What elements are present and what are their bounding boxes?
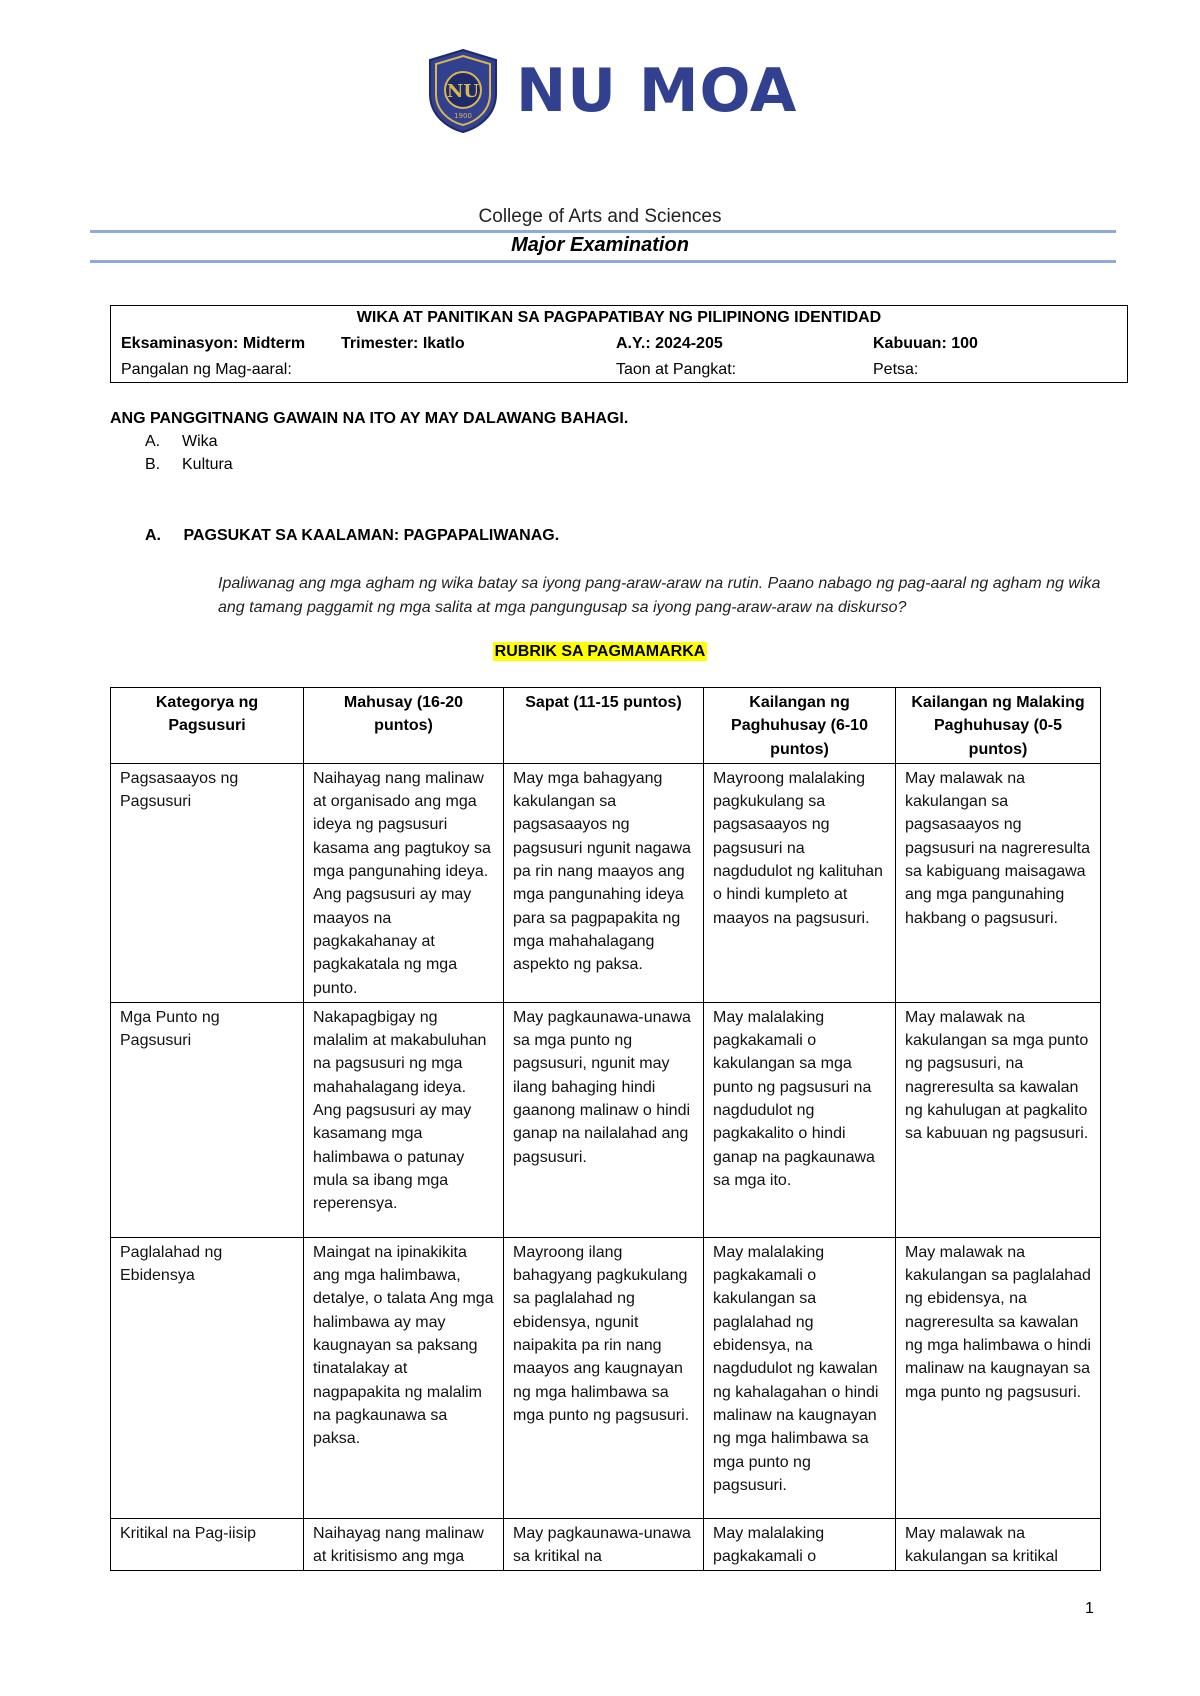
table-row [111,1237,1101,1518]
part-b-letter: B. [145,456,161,473]
table-cell: May malalaking pagkakamali o [704,1518,896,1571]
table-cell: Pagsasaayos ng Pagsusuri [111,763,304,1002]
section-a-title: PAGSUKAT SA KAALAMAN: PAGPAPALIWANAG. [183,527,560,544]
table-cell: Nakapagbigay ng malalim at makabuluhan na pagsusuri ng mga mahahalagang ideya. Ang pagsusuri ay may kasamang mga halimbawa o patunay mula sa ibang mga reperensya. [304,1002,504,1237]
date-field[interactable]: Petsa: [873,361,919,378]
table-cell: Paglalahad ng Ebidensya [111,1237,304,1518]
college-name: College of Arts and Sciences [478,206,722,227]
rubric-table [110,687,1101,1571]
header-rule-bottom [90,260,1116,263]
part-b-label: Kultura [182,456,233,473]
course-title: WIKA AT PANITIKAN SA PAGPAPATIBAY NG PILIPINONG IDENTIDAD [356,309,882,326]
seal-year: 1900 [454,112,472,120]
table-cell: Naihayag nang malinaw at kritisismo ang mga [304,1518,504,1571]
header-category: Kategorya ng Pagsusuri [111,688,304,764]
section-a-letter: A. [145,527,161,544]
examination-label: Eksaminasyon: Midterm [121,335,306,352]
header-mahusay: Mahusay (16-20 puntos) [304,688,504,764]
academic-year-label: A.Y.: 2024-205 [616,335,723,352]
student-name-field[interactable]: Pangalan ng Mag-aaral: [121,361,292,378]
table-cell: Mayroong ilang bahagyang pagkukulang sa paglalahad ng ebidensya, ngunit naipakita pa rin nang maayos ang kaugnayan ng mga halimbawa sa mga punto ng pagsusuri. [504,1237,704,1518]
table-row [111,1518,1101,1571]
total-score-label: Kabuuan: 100 [873,335,978,352]
rubric-title [0,643,1200,661]
exam-title: Major Examination [511,234,689,256]
header-malaking-paghuhusay: Kailangan ng Malaking Paghuhusay (0-5 puntos) [896,688,1101,764]
table-cell: May malawak na kakulangan sa mga punto ng pagsusuri, na nagreresulta sa kawalan ng kahulugan at pagkalito sa kabuuan ng pagsusuri. [896,1002,1101,1237]
table-cell: Mga Punto ng Pagsusuri [111,1002,304,1237]
table-cell: May pagkaunawa-unawa sa kritikal na [504,1518,704,1571]
rubric-header-row [111,688,1101,764]
trimester-label: Trimester: Ikatlo [341,335,465,352]
table-cell: May mga bahagyang kakulangan sa pagsasaayos ng pagsusuri ngunit nagawa pa rin nang maayos ang mga pangunahing ideya para sa pagpapakita ng mga mahahalagang aspekto ng paksa. [504,763,704,1002]
table-cell: May malalaking pagkakamali o kakulangan sa paglalahad ng ebidensya, na nagdudulot ng kawalan ng kahalagahan o hindi malinaw na kaugnayan ng mga halimbawa sa mga punto ng pagsusuri. [704,1237,896,1518]
table-cell: Naihayag nang malinaw at organisado ang mga ideya ng pagsusuri kasama ang pagtukoy sa mga pangunahing ideya. Ang pagsusuri ay may maayos na pagkakahanay at pagkakatala ng mga punto. [304,763,504,1002]
header-kailangan-paghuhusay: Kailangan ng Paghuhusay (6-10 puntos) [704,688,896,764]
table-cell: Kritikal na Pag-iisip [111,1518,304,1571]
table-cell: May malawak na kakulangan sa paglalahad ng ebidensya, na nagreresulta sa kawalan ng mga halimbawa o hindi malinaw na kaugnayan sa mga punto ng pagsusuri. [896,1237,1101,1518]
table-row [111,763,1101,1002]
rubric-title-text: RUBRIK SA PAGMAMARKA [494,643,706,660]
part-a-label: Wika [182,433,218,450]
table-cell: May malawak na kakulangan sa kritikal [896,1518,1101,1571]
section-a-heading [145,527,559,545]
university-seal-icon [426,48,500,134]
exam-info-box [110,305,1128,383]
logo-wordmark: NU MOA [516,56,798,126]
part-a-letter: A. [145,433,161,450]
page-number: 1 [1085,1600,1094,1617]
table-cell: Mayroong malalaking pagkukulang sa pagsasaayos ng pagsusuri na nagdudulot ng kalituhan o hindi kumpleto at maayos na pagsusuri. [704,763,896,1002]
table-cell: Maingat na ipinakikita ang mga halimbawa, detalye, o talata Ang mga halimbawa ay may kaugnayan sa paksang tinatalakay at nagpapakita ng malalim na pagkaunawa sa paksa. [304,1237,504,1518]
year-section-field[interactable]: Taon at Pangkat: [616,361,737,378]
table-row [111,1002,1101,1237]
header-rule-top [90,230,1116,233]
seal-letters: NU [446,81,480,102]
header-sapat: Sapat (11-15 puntos) [504,688,704,764]
table-cell: May malawak na kakulangan sa pagsasaayos ng pagsusuri na nagreresulta sa kabiguang maisagawa ang mga pangunahing hakbang o pagsusuri. [896,763,1101,1002]
intro-statement: ANG PANGGITNANG GAWAIN NA ITO AY MAY DALAWANG BAHAGI. [110,410,629,427]
table-cell: May pagkaunawa-unawa sa mga punto ng pagsusuri, ngunit may ilang bahaging hindi gaanong malinaw o hindi ganap na nailalahad ang pagsusuri. [504,1002,704,1237]
table-cell: May malalaking pagkakamali o kakulangan sa mga punto ng pagsusuri na nagdudulot ng pagkakalito o hindi ganap na pagkaunawa sa mga ito. [704,1002,896,1237]
nu-moa-logo [426,48,797,134]
section-a-instruction: Ipaliwanag ang mga agham ng wika batay sa iyong pang-araw-araw na rutin. Paano nabago ng pag-aaral ng agham ng wika ang tamang paggamit ng mga salita at mga pangungusap sa iyong pang-araw-araw na diskurso? [218,575,1101,616]
